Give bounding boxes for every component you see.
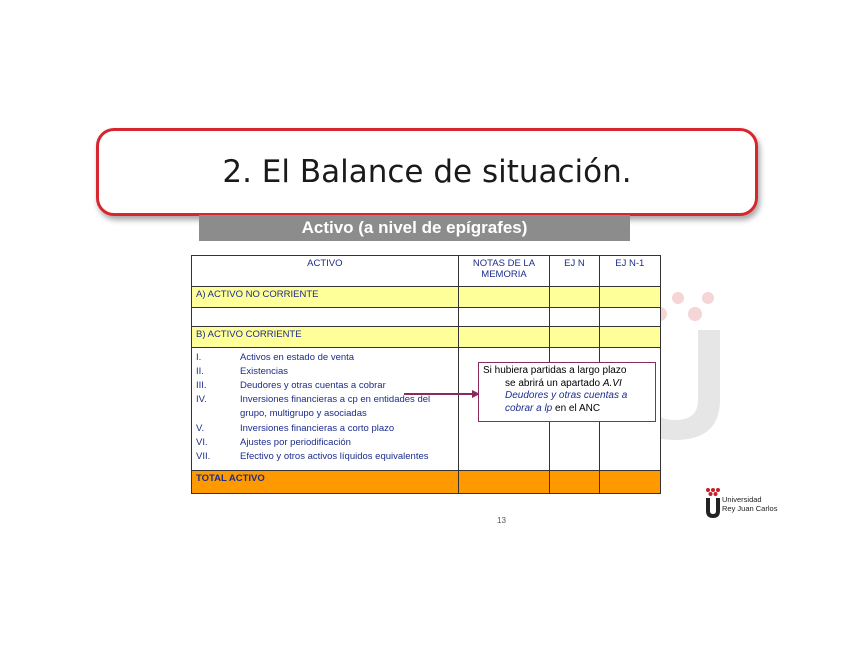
total-label: TOTAL ACTIVO <box>192 471 459 494</box>
university-name: Universidad Rey Juan Carlos <box>722 495 778 513</box>
table-header-row <box>192 256 661 287</box>
list-item: III. Deudores y otras cuentas a cobrar <box>196 379 386 391</box>
list-item: VI. Ajustes por periodificación <box>196 436 351 448</box>
note-line-2: se abrirá un apartado A.VI <box>505 377 622 389</box>
header-ej-n: EJ N <box>550 256 599 287</box>
page-number: 13 <box>497 516 506 525</box>
note-line-1: Si hubiera partidas a largo plazo <box>483 365 627 376</box>
table-row-empty <box>192 308 661 327</box>
note-callout <box>478 362 656 422</box>
items-cell <box>192 348 459 471</box>
table-row-total <box>192 471 661 494</box>
note-line-3: Deudores y otras cuentas a <box>505 390 628 401</box>
slide-title-box <box>96 128 758 216</box>
list-item: I. Activos en estado de venta <box>196 351 355 363</box>
section-a-label: A) ACTIVO NO CORRIENTE <box>192 287 459 308</box>
table-row-section-b <box>192 327 661 348</box>
arrow-right-icon <box>404 389 480 399</box>
subtitle-bar: Activo (a nivel de epígrafes) <box>199 215 630 241</box>
list-item: II. Existencias <box>196 365 289 377</box>
slide-title: 2. El Balance de situación. <box>222 154 632 190</box>
list-item: IV. Inversiones financieras a cp en entidades del <box>196 394 431 406</box>
header-notas: NOTAS DE LA MEMORIA <box>458 256 550 287</box>
list-item: grupo, multigrupo y asociadas <box>240 408 367 420</box>
header-activo: ACTIVO <box>192 256 459 287</box>
table-row-section-a <box>192 287 661 308</box>
university-logo-icon <box>703 487 723 523</box>
note-line-4: cobrar a lp en el ANC <box>505 402 601 414</box>
header-ej-n1: EJ N-1 <box>599 256 660 287</box>
section-b-label: B) ACTIVO CORRIENTE <box>192 327 459 348</box>
list-item: VII. Efectivo y otros activos líquidos equivalentes <box>196 450 429 462</box>
list-item: V. Inversiones financieras a corto plazo <box>196 422 395 434</box>
